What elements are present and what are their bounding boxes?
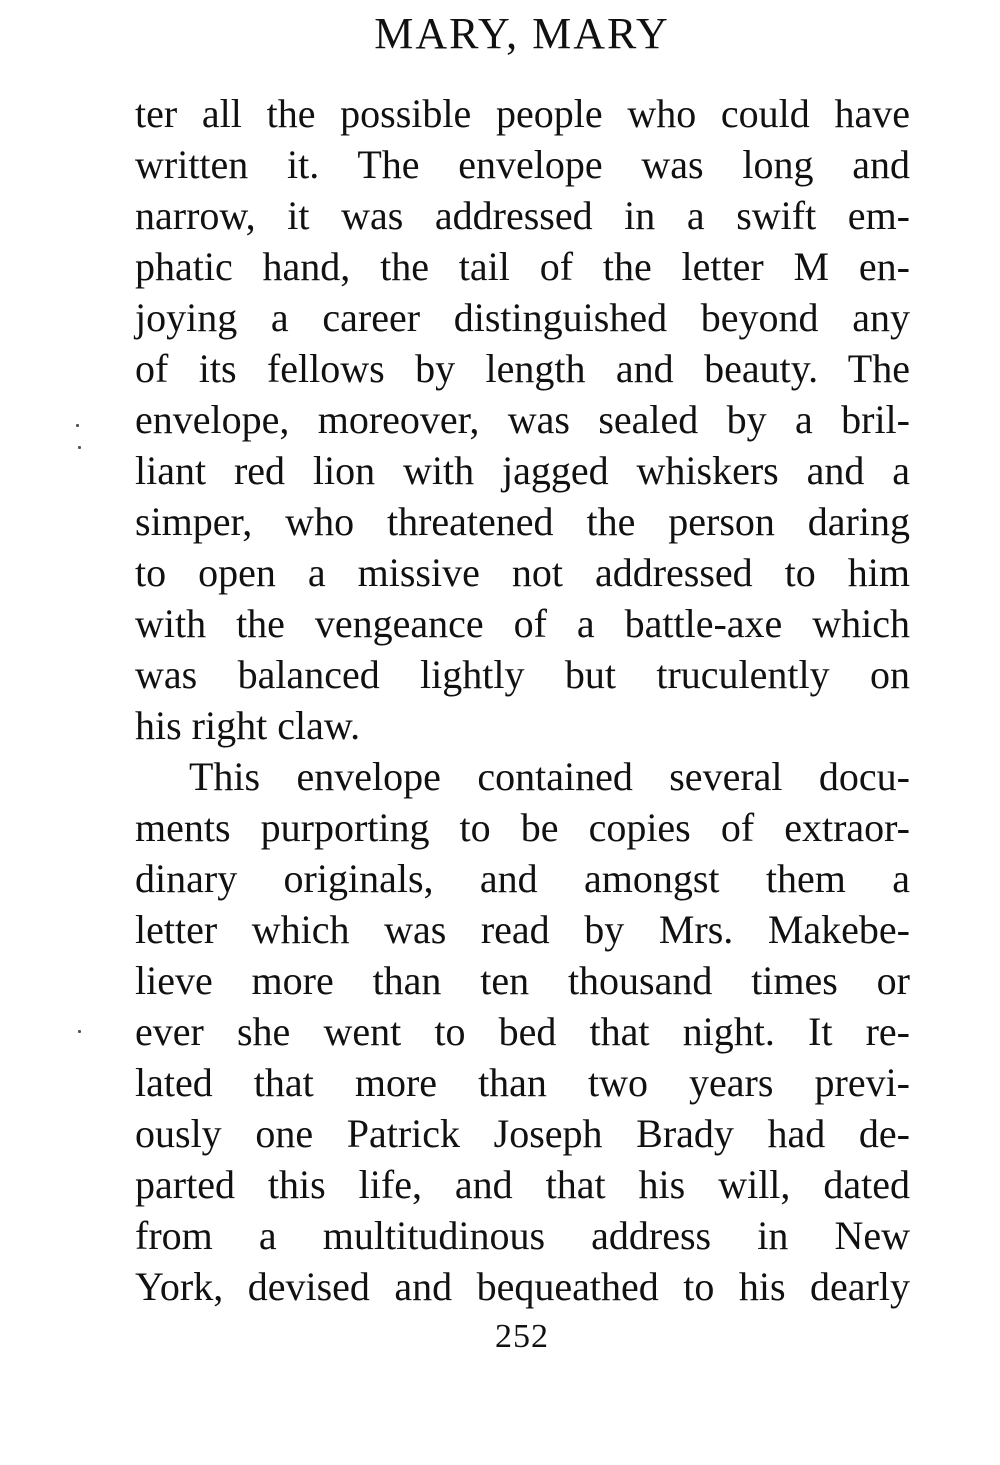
text-line: with the vengeance of a battle-axe which	[135, 601, 910, 646]
text-line: ter all the possible people who could have	[135, 91, 910, 136]
text-line: his right claw.	[135, 703, 361, 748]
text-line: lieve more than ten thousand times or	[135, 958, 910, 1003]
text-line: liant red lion with jagged whiskers and a	[135, 448, 910, 493]
text-line: was balanced lightly but truculently on	[135, 652, 910, 697]
text-line: narrow, it was addressed in a swift em-	[135, 193, 910, 238]
text-line: ever she went to bed that night. It re-	[135, 1009, 910, 1054]
text-line: envelope, moreover, was sealed by a bril-	[135, 397, 910, 442]
text-line: lated that more than two years previ-	[135, 1060, 910, 1105]
text-line: parted this life, and that his will, dated	[135, 1162, 910, 1207]
running-head: MARY, MARY	[374, 9, 670, 58]
text-line: letter which was read by Mrs. Makebe-	[135, 907, 910, 952]
margin-speck	[78, 1030, 81, 1033]
body-text	[135, 88, 910, 1312]
page-number: 252	[495, 1318, 549, 1355]
margin-speck	[78, 446, 81, 449]
paragraph-1	[135, 88, 910, 751]
text-line: written it. The envelope was long and	[135, 142, 910, 187]
text-line: phatic hand, the tail of the letter M en-	[135, 244, 910, 289]
text-line: from a multitudinous address in New	[135, 1213, 910, 1258]
text-line: dinary originals, and amongst them a	[135, 856, 910, 901]
text-line: joying a career distinguished beyond any	[135, 295, 910, 340]
margin-speck	[76, 424, 79, 427]
paragraph-2	[135, 751, 910, 1312]
text-line: of its fellows by length and beauty. The	[135, 346, 910, 391]
text-line: to open a missive not addressed to him	[135, 550, 910, 595]
text-line: This envelope contained several docu-	[189, 754, 910, 799]
text-line: ously one Patrick Joseph Brady had de-	[135, 1111, 910, 1156]
text-line: simper, who threatened the person daring	[135, 499, 910, 544]
text-line: ments purporting to be copies of extraor-	[135, 805, 910, 850]
text-line: York, devised and bequeathed to his dearly	[135, 1264, 910, 1309]
